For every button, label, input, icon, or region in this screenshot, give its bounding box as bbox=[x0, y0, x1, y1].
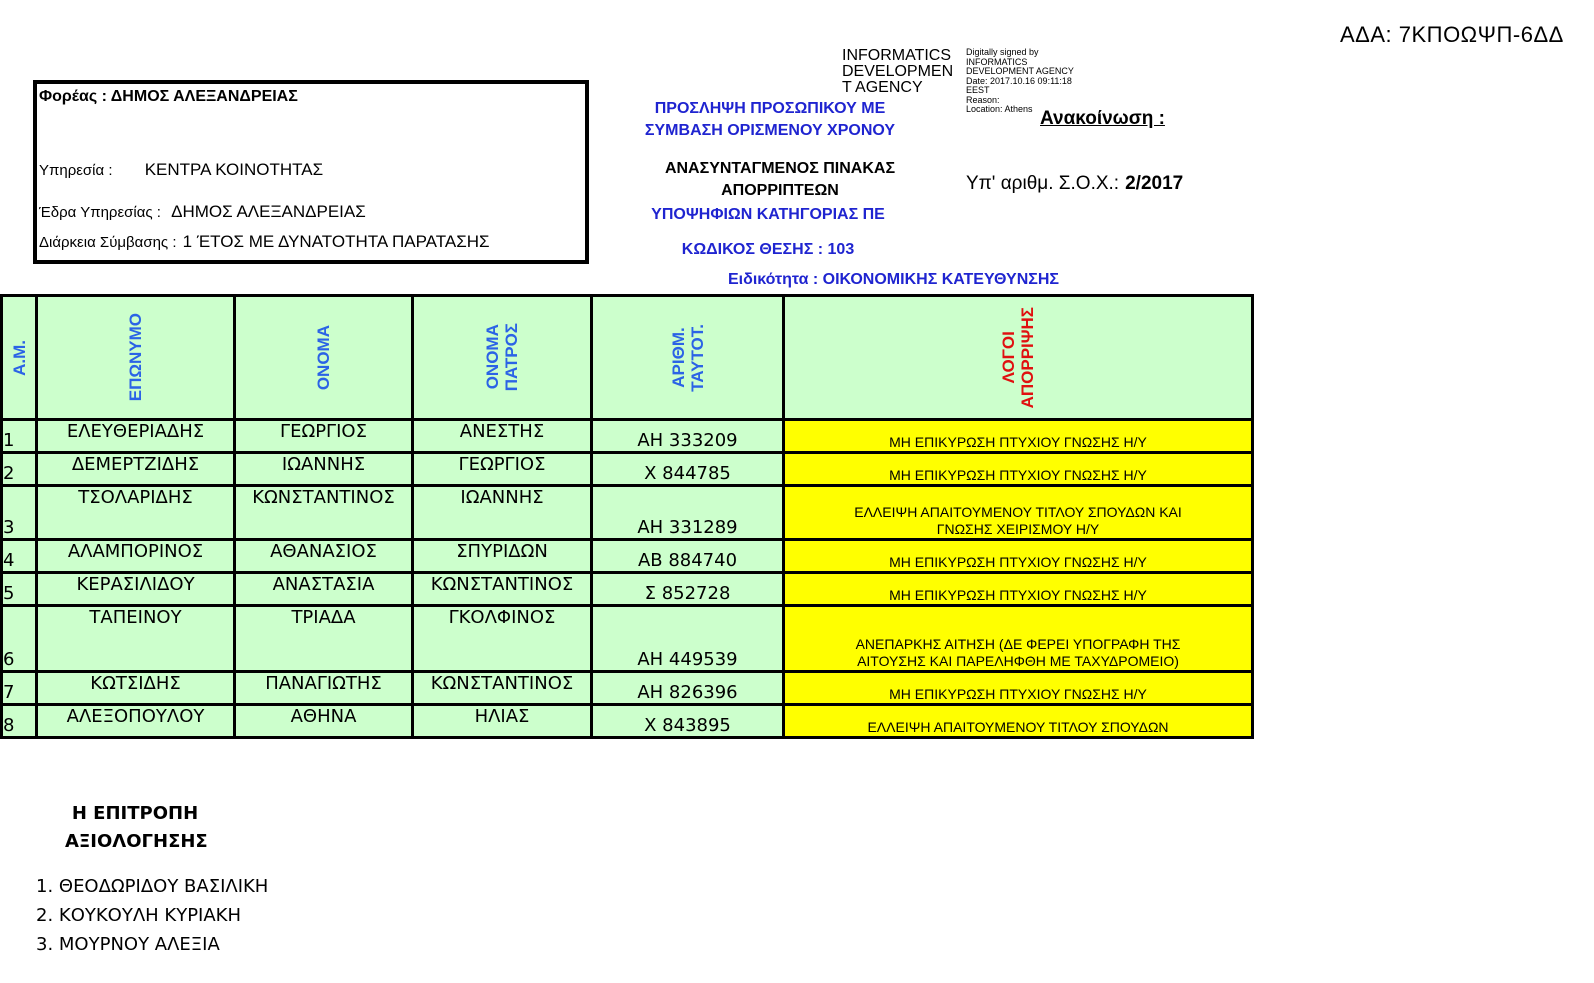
rejected-candidates-table bbox=[0, 294, 1254, 739]
soch-number bbox=[966, 173, 1183, 195]
cell-name: ΠΑΝΑΓΙΩΤΗΣ bbox=[235, 672, 413, 705]
signature-details bbox=[966, 48, 1106, 115]
cell-am: 5 bbox=[2, 573, 37, 606]
committee-member: 1. ΘΕΟΔΩΡΙΔΟΥ ΒΑΣΙΛΙΚΗ bbox=[36, 876, 269, 897]
cell-reason: ΜΗ ΕΠΙΚΥΡΩΣΗ ΠΤΥΧΙΟΥ ΓΝΩΣΗΣ Η/Υ bbox=[784, 453, 1253, 486]
service-value: ΚΕΝΤΡΑ ΚΟΙΝΟΤΗΤΑΣ bbox=[144, 160, 324, 179]
cell-surname: ΤΑΠΕΙΝΟΥ bbox=[37, 606, 235, 672]
col-header-id: ΑΡΙΘΜ. ΤΑΥΤΟΤ. bbox=[592, 296, 784, 420]
cell-reason: ΜΗ ΕΠΙΚΥΡΩΣΗ ΠΤΥΧΙΟΥ ΓΝΩΣΗΣ Η/Υ bbox=[784, 540, 1253, 573]
category-title: ΥΠΟΨΗΦΙΩΝ ΚΑΤΗΓΟΡΙΑΣ ΠΕ bbox=[651, 206, 885, 223]
table-row bbox=[2, 420, 1253, 453]
cell-am: 8 bbox=[2, 705, 37, 738]
cell-father: ΓΚΟΛΦΙΝΟΣ bbox=[413, 606, 592, 672]
cell-name: ΑΝΑΣΤΑΣΙΑ bbox=[235, 573, 413, 606]
cell-reason: ΜΗ ΕΠΙΚΥΡΩΣΗ ΠΤΥΧΙΟΥ ΓΝΩΣΗΣ Η/Υ bbox=[784, 420, 1253, 453]
committee-member: 2. ΚΟΥΚΟΥΛΗ ΚΥΡΙΑΚΗ bbox=[36, 905, 242, 926]
cell-name: ΓΕΩΡΓΙΟΣ bbox=[235, 420, 413, 453]
signature-line: EEST bbox=[966, 85, 990, 95]
seat-row bbox=[39, 202, 366, 222]
col-header-father: ΟΝΟΜΑ ΠΑΤΡΟΣ bbox=[413, 296, 592, 420]
service-row bbox=[39, 160, 323, 180]
cell-surname: ΕΛΕΥΘΕΡΙΑΔΗΣ bbox=[37, 420, 235, 453]
table-title bbox=[630, 158, 930, 202]
col-header-name: ΟΝΟΜΑ bbox=[235, 296, 413, 420]
cell-father: ΓΕΩΡΓΙΟΣ bbox=[413, 453, 592, 486]
cell-reason: ΜΗ ΕΠΙΚΥΡΩΣΗ ΠΤΥΧΙΟΥ ΓΝΩΣΗΣ Η/Υ bbox=[784, 672, 1253, 705]
cell-id: ΑΗ 826396 bbox=[592, 672, 784, 705]
cell-am: 2 bbox=[2, 453, 37, 486]
committee-member: 3. ΜΟΥΡΝΟΥ ΑΛΕΞΙΑ bbox=[36, 934, 220, 955]
cell-father: ΙΩΑΝΝΗΣ bbox=[413, 486, 592, 540]
table-title-line: ΑΝΑΣΥΝΤΑΓΜΕΝΟΣ ΠΙΝΑΚΑΣ bbox=[664, 160, 896, 177]
signature-line: Reason: bbox=[966, 94, 1000, 105]
table-row bbox=[2, 672, 1253, 705]
hiring-title-line: ΠΡΟΣΛΗΨΗ ΠΡΟΣΩΠΙΚΟΥ ΜΕ bbox=[654, 100, 886, 117]
soch-value: 2/2017 bbox=[1125, 173, 1184, 194]
cell-id: ΑΗ 331289 bbox=[592, 486, 784, 540]
agency-info-box bbox=[33, 80, 589, 264]
table-row bbox=[2, 540, 1253, 573]
seat-value: ΔΗΜΟΣ ΑΛΕΞΑΝΔΡΕΙΑΣ bbox=[171, 202, 366, 221]
table-header-row bbox=[2, 296, 1253, 420]
cell-id: Χ 843895 bbox=[592, 705, 784, 738]
cell-surname: ΚΩΤΣΙΔΗΣ bbox=[37, 672, 235, 705]
cell-father: ΚΩΝΣΤΑΝΤΙΝΟΣ bbox=[413, 573, 592, 606]
cell-am: 1 bbox=[2, 420, 37, 453]
announcement-title: Ανακοίνωση : bbox=[1040, 108, 1165, 129]
cell-surname: ΔΕΜΕΡΤΖΙΔΗΣ bbox=[37, 453, 235, 486]
table-row bbox=[2, 705, 1253, 738]
cell-father: ΣΠΥΡΙΔΩΝ bbox=[413, 540, 592, 573]
table-row bbox=[2, 453, 1253, 486]
signature-line: Digitally signed by bbox=[966, 47, 1039, 57]
cell-surname: ΑΛΑΜΠΟΡΙΝΟΣ bbox=[37, 540, 235, 573]
signature-line: INFORMATICS bbox=[966, 56, 1028, 67]
table-title-line: ΑΠΟΡΡΙΠΤΕΩΝ bbox=[721, 182, 839, 199]
hiring-title-line: ΣΥΜΒΑΣΗ ΟΡΙΣΜΕΝΟΥ ΧΡΟΝΟΥ bbox=[644, 122, 896, 139]
cell-id: ΑΒ 884740 bbox=[592, 540, 784, 573]
signature-line: Date: 2017.10.16 09:11:18 bbox=[966, 75, 1072, 86]
duration-row bbox=[39, 232, 490, 252]
cell-name: ΙΩΑΝΝΗΣ bbox=[235, 453, 413, 486]
signature-name: INFORMATICS DEVELOPMEN T AGENCY bbox=[842, 47, 954, 96]
cell-surname: ΑΛΕΞΟΠΟΥΛΟΥ bbox=[37, 705, 235, 738]
cell-father: ΑΝΕΣΤΗΣ bbox=[413, 420, 592, 453]
cell-am: 6 bbox=[2, 606, 37, 672]
cell-am: 7 bbox=[2, 672, 37, 705]
committee-title-line: Η ΕΠΙΤΡΟΠΗ bbox=[71, 803, 199, 824]
cell-reason: ΕΛΛΕΙΨΗ ΑΠΑΙΤΟΥΜΕΝΟΥ ΤΙΤΛΟΥ ΣΠΟΥΔΩΝ bbox=[784, 705, 1253, 738]
duration-value: 1 ΈΤΟΣ ΜΕ ΔΥΝΑΤΟΤΗΤΑ ΠΑΡΑΤΑΣΗΣ bbox=[182, 232, 490, 251]
cell-id: ΑΗ 449539 bbox=[592, 606, 784, 672]
committee-members bbox=[36, 872, 268, 959]
service-label: Υπηρεσία : bbox=[39, 162, 113, 179]
cell-father: ΚΩΝΣΤΑΝΤΙΝΟΣ bbox=[413, 672, 592, 705]
committee-title-line: ΑΞΙΟΛΟΓΗΣΗΣ bbox=[65, 831, 208, 852]
signature-line: DEVELOPMENT AGENCY bbox=[966, 66, 1074, 76]
cell-id: ΑΗ 333209 bbox=[592, 420, 784, 453]
cell-surname: ΤΣΟΛΑΡΙΔΗΣ bbox=[37, 486, 235, 540]
col-header-surname: ΕΠΩΝΥΜΟ bbox=[37, 296, 235, 420]
cell-name: ΑΘΑΝΑΣΙΟΣ bbox=[235, 540, 413, 573]
cell-id: Σ 852728 bbox=[592, 573, 784, 606]
ada-code: ΑΔΑ: 7ΚΠΟΩΨΠ-6ΔΔ bbox=[1340, 22, 1564, 47]
cell-id: Χ 844785 bbox=[592, 453, 784, 486]
cell-name: ΤΡΙΑΔΑ bbox=[235, 606, 413, 672]
table-row bbox=[2, 486, 1253, 540]
cell-reason: ΕΛΛΕΙΨΗ ΑΠΑΙΤΟΥΜΕΝΟΥ ΤΙΤΛΟΥ ΣΠΟΥΔΩΝ ΚΑΙ ΓΝΩΣΗΣ ΧΕΙΡΙΣΜΟΥ Η/Υ bbox=[784, 486, 1253, 540]
specialty: Ειδικότητα : ΟΙΚΟΝΟΜΙΚΗΣ ΚΑΤΕΥΘΥΝΣΗΣ bbox=[728, 271, 1060, 288]
cell-reason: ΑΝΕΠΑΡΚΗΣ ΑΙΤΗΣΗ (ΔΕ ΦΕΡΕΙ ΥΠΟΓΡΑΦΗ ΤΗΣ ΑΙΤΟΥΣΗΣ ΚΑΙ ΠΑΡΕΛΗΦΘΗ ΜΕ ΤΑΧΥΔΡΟΜΕΙΟ) bbox=[784, 606, 1253, 672]
hiring-title bbox=[620, 98, 920, 142]
cell-surname: ΚΕΡΑΣΙΛΙΔΟΥ bbox=[37, 573, 235, 606]
position-code: ΚΩΔΙΚΟΣ ΘΕΣΗΣ : 103 bbox=[681, 241, 855, 258]
cell-reason: ΜΗ ΕΠΙΚΥΡΩΣΗ ΠΤΥΧΙΟΥ ΓΝΩΣΗΣ Η/Υ bbox=[784, 573, 1253, 606]
seat-label: Έδρα Υπηρεσίας : bbox=[39, 204, 161, 221]
table-row bbox=[2, 606, 1253, 672]
col-header-am: Α.Μ. bbox=[2, 296, 37, 420]
signature-line: Location: Athens bbox=[966, 104, 1033, 114]
duration-label: Διάρκεια Σύμβασης : bbox=[39, 234, 177, 251]
cell-father: ΗΛΙΑΣ bbox=[413, 705, 592, 738]
cell-name: ΚΩΝΣΤΑΝΤΙΝΟΣ bbox=[235, 486, 413, 540]
agency-name: Φορέας : ΔΗΜΟΣ ΑΛΕΞΑΝΔΡΕΙΑΣ bbox=[39, 88, 298, 105]
soch-label: Υπ' αριθμ. Σ.Ο.Χ.: bbox=[966, 173, 1120, 194]
cell-am: 4 bbox=[2, 540, 37, 573]
cell-am: 3 bbox=[2, 486, 37, 540]
committee-title bbox=[65, 800, 208, 856]
col-header-reasons: ΛΟΓΟΙ ΑΠΟΡΡΙΨΗΣ bbox=[784, 296, 1253, 420]
table-row bbox=[2, 573, 1253, 606]
cell-name: ΑΘΗΝΑ bbox=[235, 705, 413, 738]
